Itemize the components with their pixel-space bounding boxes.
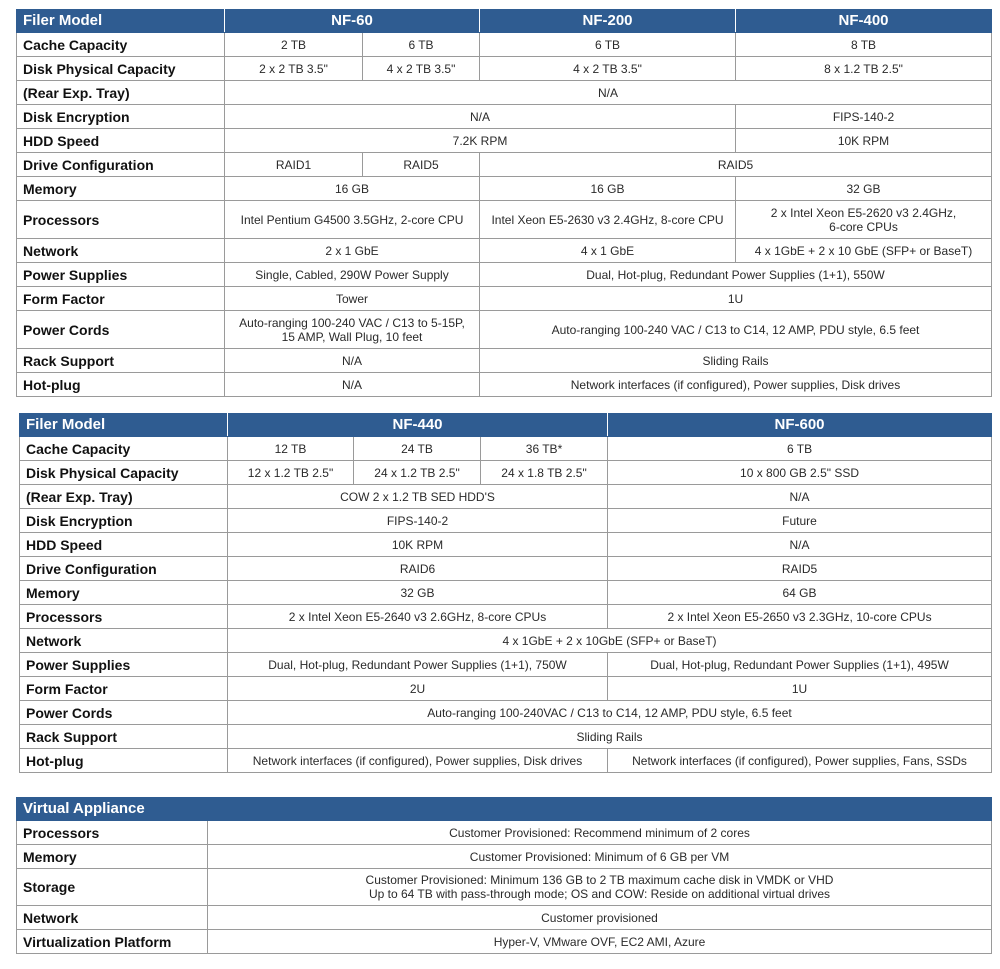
cell: 4 x 2 TB 3.5" [480,57,736,81]
cell: Single, Cabled, 290W Power Supply [225,263,480,287]
row-label: Power Supplies [20,653,228,677]
cell: Dual, Hot-plug, Redundant Power Supplies (1+1), 550W [480,263,992,287]
cell: 6 TB [363,33,480,57]
cell: Network interfaces (if configured), Power supplies, Fans, SSDs [608,749,992,773]
row-form-factor [17,287,992,311]
model-header-nf200: NF-200 [480,10,736,33]
row-network [17,239,992,263]
cell: 4 x 1 GbE [480,239,736,263]
model-header-nf600: NF-600 [608,414,992,437]
model-header-nf60: NF-60 [225,10,480,33]
cell: N/A [608,485,992,509]
cell: Dual, Hot-plug, Redundant Power Supplies (1+1), 750W [228,653,608,677]
cell: 12 TB [228,437,354,461]
cell: 7.2K RPM [225,129,736,153]
row-label: Rack Support [20,725,228,749]
cell: RAID5 [363,153,480,177]
cell: 1U [608,677,992,701]
row-label: Power Cords [20,701,228,725]
row-label: Disk Encryption [17,105,225,129]
cell: 4 x 1GbE + 2 x 10GbE (SFP+ or BaseT) [228,629,992,653]
row-rack-support [20,725,992,749]
row-label: HDD Speed [17,129,225,153]
cell: 16 GB [225,177,480,201]
cell: FIPS-140-2 [228,509,608,533]
row-hdd-speed [17,129,992,153]
row-label: Cache Capacity [20,437,228,461]
row-disk-physical-capacity [17,57,992,81]
row-label: (Rear Exp. Tray) [17,81,225,105]
row-disk-encryption [17,105,992,129]
row-label: Memory [20,581,228,605]
cell: 2 x 1 GbE [225,239,480,263]
row-label: Memory [17,845,208,869]
row-virtualization-platform [17,930,992,954]
row-label: Drive Configuration [17,153,225,177]
spec-table-nf440-nf600 [19,413,992,773]
cell: 2 TB [225,33,363,57]
row-label: Virtualization Platform [17,930,208,954]
cell: 10K RPM [736,129,992,153]
cell: 8 x 1.2 TB 2.5" [736,57,992,81]
cell: 1U [480,287,992,311]
cell: 10 x 800 GB 2.5" SSD [608,461,992,485]
filer-model-header: Filer Model [17,10,225,33]
cell: RAID5 [480,153,992,177]
row-label: Processors [17,821,208,845]
cell: RAID1 [225,153,363,177]
cell: 2 x 2 TB 3.5" [225,57,363,81]
row-memory [17,177,992,201]
row-hot-plug [20,749,992,773]
row-label: Disk Physical Capacity [20,461,228,485]
cell: N/A [608,533,992,557]
row-label: Cache Capacity [17,33,225,57]
row-label: (Rear Exp. Tray) [20,485,228,509]
row-label: Processors [20,605,228,629]
cell: 2 x Intel Xeon E5-2620 v3 2.4GHz, 6-core CPUs [736,201,992,239]
spec-table-nf60-nf400 [16,9,992,397]
cell: 32 GB [228,581,608,605]
row-hot-plug [17,373,992,397]
cell: 2 x Intel Xeon E5-2640 v3 2.6GHz, 8-core CPUs [228,605,608,629]
cell: Tower [225,287,480,311]
cell: 4 x 2 TB 3.5" [363,57,480,81]
cell: Network interfaces (if configured), Power supplies, Disk drives [480,373,992,397]
row-label: Processors [17,201,225,239]
row-rear-exp-tray [20,485,992,509]
cell: Customer Provisioned: Recommend minimum of 2 cores [208,821,992,845]
cell: Auto-ranging 100-240VAC / C13 to C14, 12 AMP, PDU style, 6.5 feet [228,701,992,725]
row-label: Disk Physical Capacity [17,57,225,81]
cell: 32 GB [736,177,992,201]
row-label: Disk Encryption [20,509,228,533]
row-label: Hot-plug [17,373,225,397]
cell: RAID5 [608,557,992,581]
header-row [17,798,992,821]
row-storage [17,869,992,906]
cell: Auto-ranging 100-240 VAC / C13 to 5-15P, 15 AMP, Wall Plug, 10 feet [225,311,480,349]
filer-model-header: Filer Model [20,414,228,437]
row-rack-support [17,349,992,373]
virtual-appliance-header: Virtual Appliance [17,798,992,821]
cell: 24 TB [354,437,481,461]
cell: 2 x Intel Xeon E5-2650 v3 2.3GHz, 10-core CPUs [608,605,992,629]
cell: 24 x 1.2 TB 2.5" [354,461,481,485]
row-label: Network [17,239,225,263]
row-label: Storage [17,869,208,906]
row-processors [17,201,992,239]
row-processors [20,605,992,629]
row-cache-capacity [17,33,992,57]
cell: COW 2 x 1.2 TB SED HDD'S [228,485,608,509]
cell: 36 TB* [481,437,608,461]
row-memory [20,581,992,605]
row-label: HDD Speed [20,533,228,557]
cell: Future [608,509,992,533]
model-header-nf400: NF-400 [736,10,992,33]
cell: Dual, Hot-plug, Redundant Power Supplies (1+1), 495W [608,653,992,677]
row-disk-physical-capacity [20,461,992,485]
row-disk-encryption [20,509,992,533]
header-row [20,414,992,437]
row-label: Form Factor [17,287,225,311]
row-rear-exp-tray [17,81,992,105]
row-label: Power Cords [17,311,225,349]
cell: Customer provisioned [208,906,992,930]
row-power-cords [20,701,992,725]
cell: Intel Pentium G4500 3.5GHz, 2-core CPU [225,201,480,239]
row-network [20,629,992,653]
row-label: Power Supplies [17,263,225,287]
row-drive-configuration [17,153,992,177]
row-label: Network [17,906,208,930]
cell: N/A [225,349,480,373]
cell: 64 GB [608,581,992,605]
row-cache-capacity [20,437,992,461]
cell: N/A [225,105,736,129]
row-label: Rack Support [17,349,225,373]
cell: 24 x 1.8 TB 2.5" [481,461,608,485]
row-label: Network [20,629,228,653]
row-label: Memory [17,177,225,201]
cell: 8 TB [736,33,992,57]
cell: Intel Xeon E5-2630 v3 2.4GHz, 8-core CPU [480,201,736,239]
cell: 6 TB [480,33,736,57]
cell: Hyper-V, VMware OVF, EC2 AMI, Azure [208,930,992,954]
row-power-cords [17,311,992,349]
cell: Network interfaces (if configured), Power supplies, Disk drives [228,749,608,773]
cell: 2U [228,677,608,701]
row-network [17,906,992,930]
cell: Auto-ranging 100-240 VAC / C13 to C14, 12 AMP, PDU style, 6.5 feet [480,311,992,349]
row-label: Hot-plug [20,749,228,773]
row-memory [17,845,992,869]
cell: 4 x 1GbE + 2 x 10 GbE (SFP+ or BaseT) [736,239,992,263]
row-label: Form Factor [20,677,228,701]
spec-table-virtual-appliance [16,797,992,954]
cell: 16 GB [480,177,736,201]
cell: N/A [225,373,480,397]
cell: Sliding Rails [480,349,992,373]
row-power-supplies [20,653,992,677]
header-row [17,10,992,33]
cell: N/A [225,81,992,105]
cell: Sliding Rails [228,725,992,749]
cell: 10K RPM [228,533,608,557]
row-processors [17,821,992,845]
row-power-supplies [17,263,992,287]
cell: 12 x 1.2 TB 2.5" [228,461,354,485]
model-header-nf440: NF-440 [228,414,608,437]
row-form-factor [20,677,992,701]
row-drive-configuration [20,557,992,581]
cell: 6 TB [608,437,992,461]
cell: Customer Provisioned: Minimum 136 GB to 2 TB maximum cache disk in VMDK or VHD Up to 64 TB with pass-through mode; OS and COW: Reside on additional virtual drives [208,869,992,906]
row-label: Drive Configuration [20,557,228,581]
cell: RAID6 [228,557,608,581]
row-hdd-speed [20,533,992,557]
cell: Customer Provisioned: Minimum of 6 GB per VM [208,845,992,869]
cell: FIPS-140-2 [736,105,992,129]
